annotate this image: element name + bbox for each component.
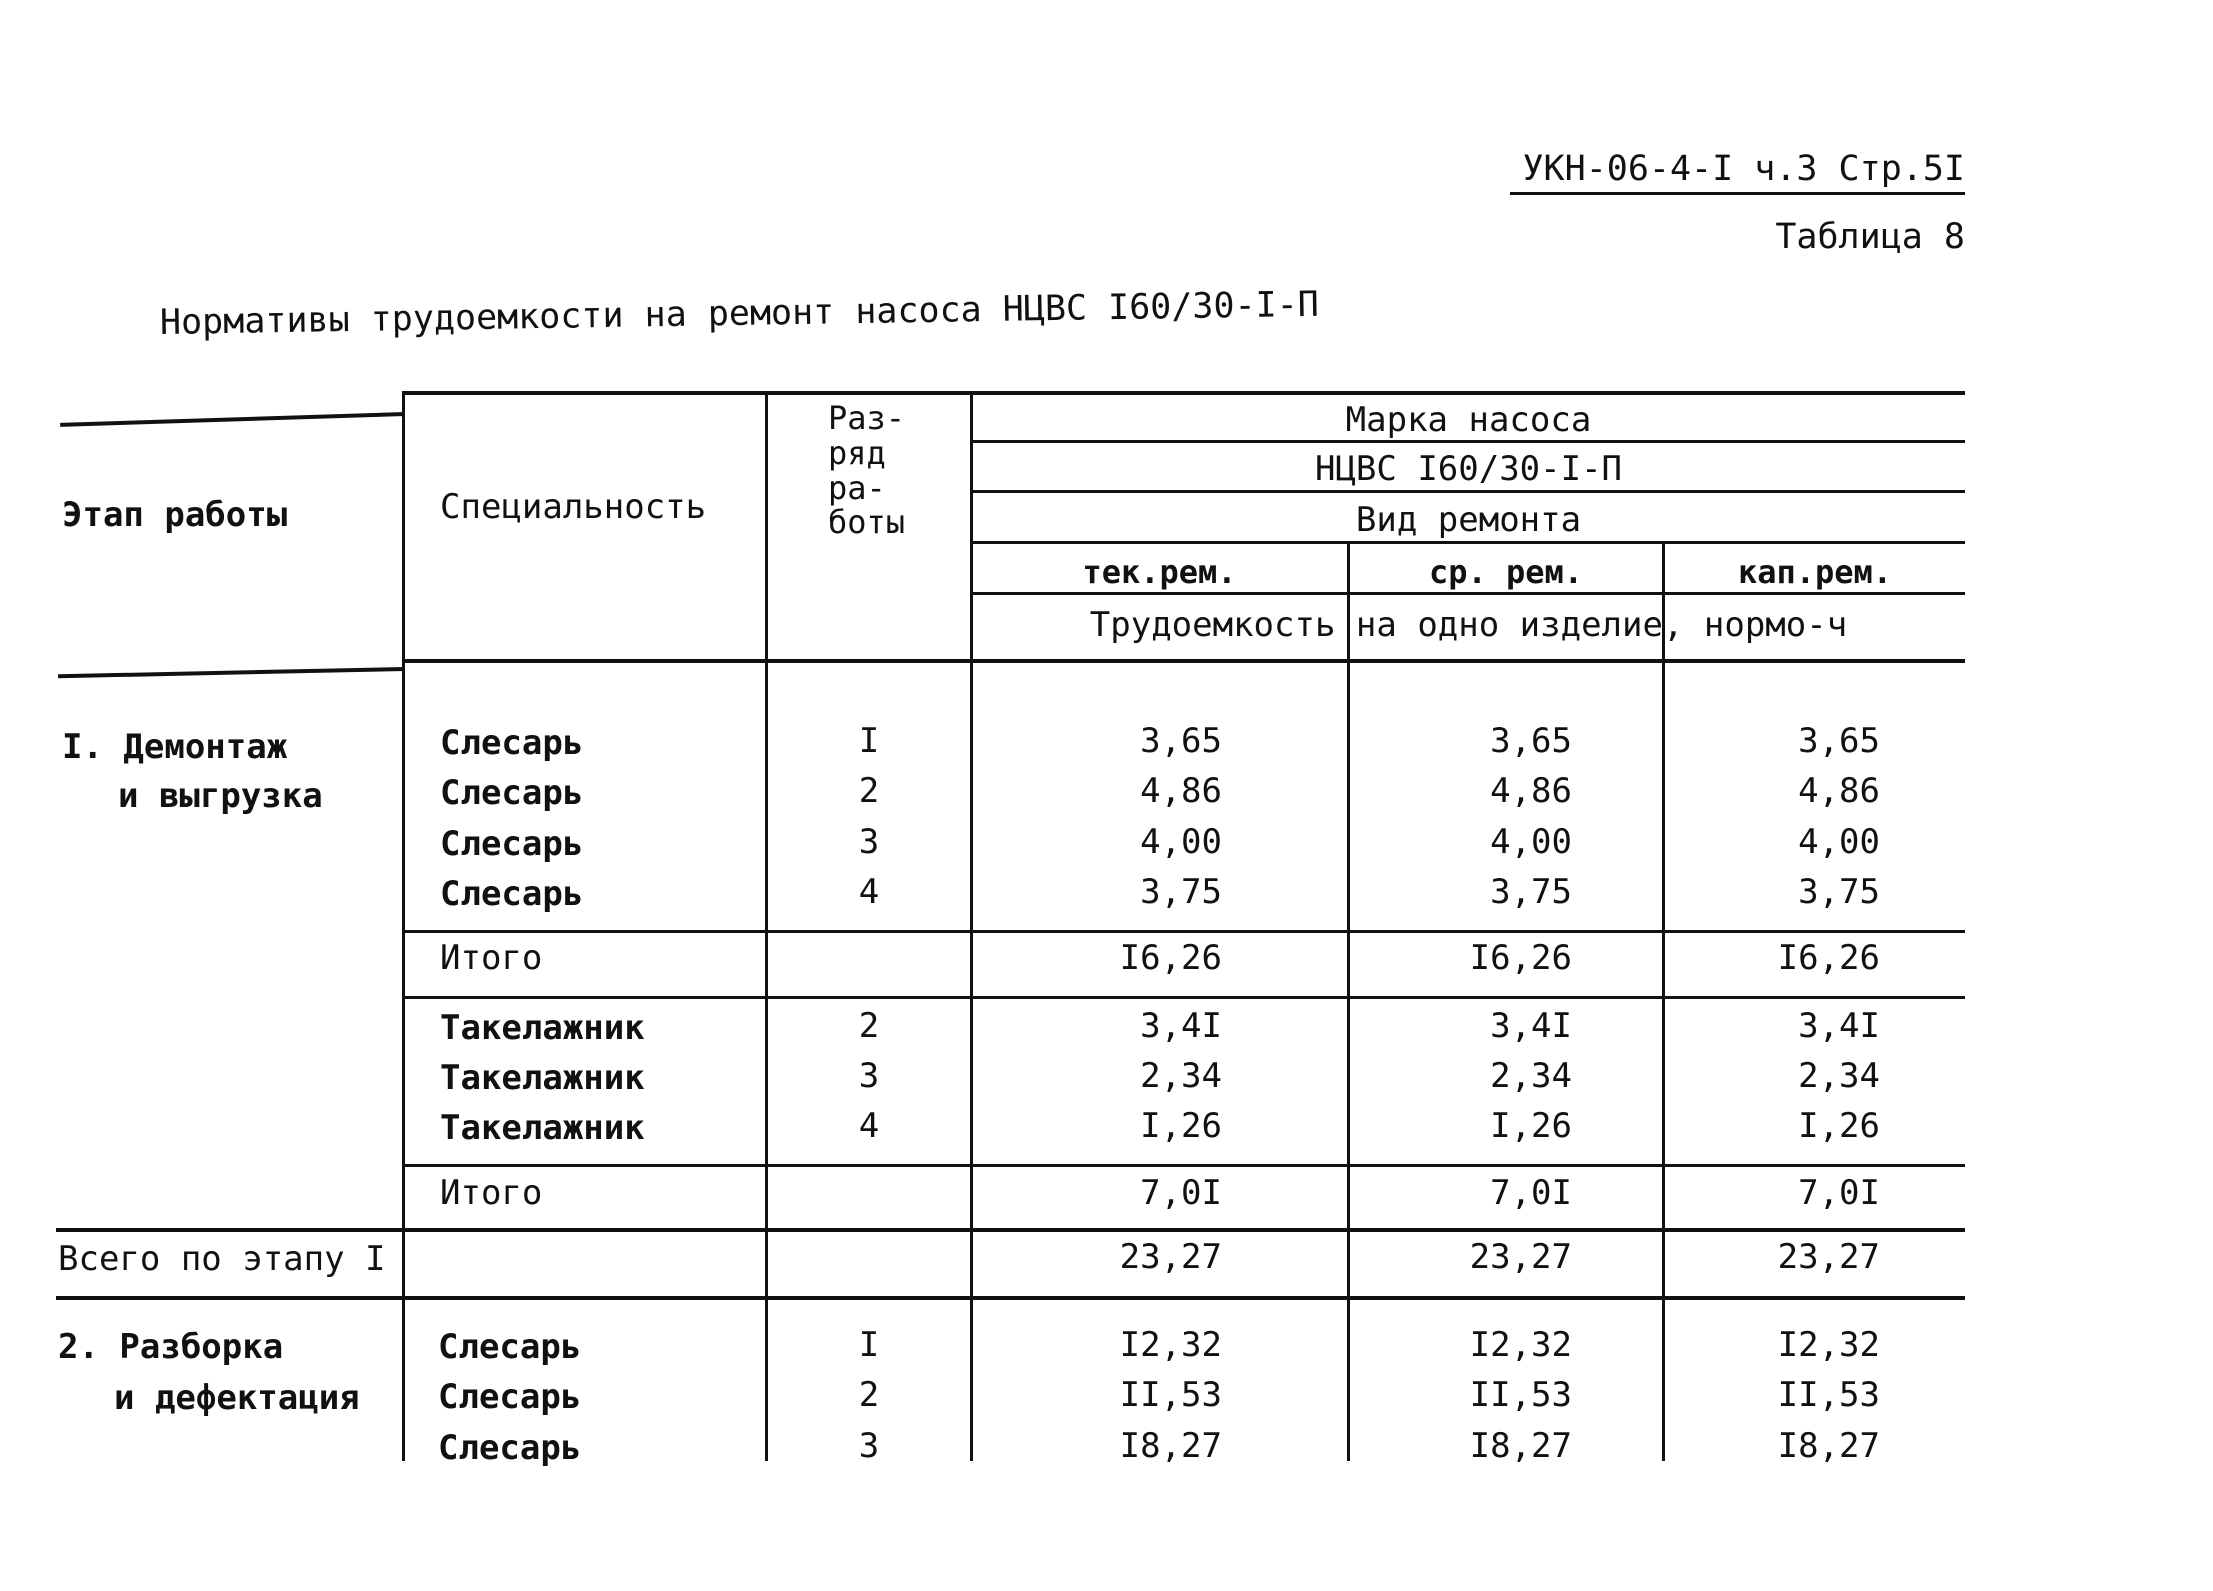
value-kap: 3,4I: [1798, 1006, 1880, 1046]
header-specialty: Специальность: [440, 487, 707, 527]
stage-total-label: Всего по этапу I: [58, 1239, 386, 1279]
value-tek: I2,32: [1119, 1325, 1222, 1365]
grade-cell: 2: [858, 771, 880, 811]
value-kap: 3,75: [1798, 872, 1880, 912]
header-grade-line: боты: [828, 503, 906, 541]
value-tek: 4,00: [1140, 822, 1222, 862]
specialty-cell: Слесарь: [440, 824, 584, 864]
specialty-cell: Слесарь: [438, 1327, 582, 1367]
value-sr: 2,34: [1490, 1056, 1572, 1096]
table-top-rule: [405, 391, 1965, 395]
grade-cell: 3: [858, 1426, 880, 1466]
subtotal1-rule: [405, 930, 1965, 933]
value-tek: 23,27: [1119, 1237, 1222, 1277]
header-stage: Этап работы: [62, 495, 288, 535]
grade-cell: I: [858, 1325, 880, 1365]
specialty-cell: Такелажник: [440, 1058, 645, 1098]
repair-type-rule: [972, 541, 1965, 544]
grade-cell: I: [858, 721, 880, 761]
stage1-label-line2: и выгрузка: [118, 776, 323, 816]
value-sr: I2,32: [1469, 1325, 1572, 1365]
value-tek: 4,86: [1140, 771, 1222, 811]
repair-cols-rule: [972, 592, 1965, 595]
specialty-cell: Слесарь: [440, 874, 584, 914]
value-sr: 3,65: [1490, 721, 1572, 761]
header-unit: Трудоемкость на одно изделие, нормо-ч: [1089, 605, 1848, 645]
value-kap: 23,27: [1777, 1237, 1880, 1277]
value-tek: 3,4I: [1140, 1006, 1222, 1046]
value-sr: 4,86: [1490, 771, 1572, 811]
value-tek: I8,27: [1119, 1426, 1222, 1466]
col-divider-stage: [402, 391, 405, 1461]
value-tek: 2,34: [1140, 1056, 1222, 1096]
value-kap: 4,86: [1798, 771, 1880, 811]
stage-header-top-rule: [60, 412, 405, 427]
grade-cell: 2: [858, 1006, 880, 1046]
value-kap: 3,65: [1798, 721, 1880, 761]
specialty-cell: Слесарь: [440, 773, 584, 813]
model-rule: [972, 490, 1965, 493]
value-tek: 3,65: [1140, 721, 1222, 761]
stage2-label-line1: 2. Разборка: [58, 1327, 284, 1367]
value-sr: 23,27: [1469, 1237, 1572, 1277]
col-divider-specialty: [765, 391, 768, 1461]
grade-cell: 4: [858, 872, 880, 912]
value-tek: I,26: [1140, 1106, 1222, 1146]
stage1-label-line1: I. Демонтаж: [62, 727, 288, 767]
stage-header-bottom-rule: [58, 667, 405, 678]
value-tek: 7,0I: [1140, 1173, 1222, 1213]
value-sr: I6,26: [1469, 938, 1572, 978]
stage2-label-line2: и дефектация: [114, 1378, 360, 1418]
col-divider-tek: [1347, 543, 1350, 1461]
group2-rule: [405, 996, 1965, 999]
specialty-cell: Слесарь: [440, 723, 584, 763]
document-reference: УКН-06-4-I ч.3 Стр.5I: [1522, 149, 1965, 189]
value-sr: 3,4I: [1490, 1006, 1572, 1046]
value-sr: I,26: [1490, 1106, 1572, 1146]
specialty-cell: Слесарь: [438, 1377, 582, 1417]
header-grade-line: ра-: [828, 469, 886, 507]
header-bottom-rule: [405, 659, 1965, 663]
grade-cell: 2: [858, 1375, 880, 1415]
grade-cell: 3: [858, 1056, 880, 1096]
value-sr: 3,75: [1490, 872, 1572, 912]
value-kap: I6,26: [1777, 938, 1880, 978]
grade-cell: 4: [858, 1106, 880, 1146]
reference-underline: [1510, 192, 1965, 195]
col-divider-grade: [970, 391, 973, 1461]
value-kap: 4,00: [1798, 822, 1880, 862]
table-label: Таблица 8: [1775, 217, 1965, 257]
specialty-cell: Слесарь: [438, 1428, 582, 1468]
value-tek: I6,26: [1119, 938, 1222, 978]
value-kap: II,53: [1777, 1375, 1880, 1415]
header-pump-brand: Марка насоса: [1345, 400, 1592, 440]
value-kap: I8,27: [1777, 1426, 1880, 1466]
brand-rule: [972, 440, 1965, 443]
value-sr: 4,00: [1490, 822, 1572, 862]
value-sr: I8,27: [1469, 1426, 1572, 1466]
header-col-kap: кап.рем.: [1737, 553, 1893, 591]
header-pump-model: НЦВС I60/30-I-П: [1314, 449, 1623, 489]
specialty-cell: Такелажник: [440, 1008, 645, 1048]
value-sr: II,53: [1469, 1375, 1572, 1415]
header-col-sr: ср. рем.: [1428, 553, 1584, 591]
value-kap: 2,34: [1798, 1056, 1880, 1096]
value-sr: 7,0I: [1490, 1173, 1572, 1213]
subtotal-label: Итого: [440, 1173, 543, 1213]
subtotal-label: Итого: [440, 938, 543, 978]
header-grade-line: ряд: [828, 434, 886, 472]
grade-cell: 3: [858, 822, 880, 862]
value-tek: 3,75: [1140, 872, 1222, 912]
header-grade-line: Раз-: [828, 399, 906, 437]
specialty-cell: Такелажник: [440, 1108, 645, 1148]
subtotal2-rule: [405, 1164, 1965, 1167]
value-kap: I,26: [1798, 1106, 1880, 1146]
header-repair-type: Вид ремонта: [1355, 500, 1582, 540]
header-col-tek: тек.рем.: [1082, 553, 1237, 591]
table-title: Нормативы трудоемкости на ремонт насоса НЦВС I60/30-I-П: [159, 284, 1320, 343]
value-kap: I2,32: [1777, 1325, 1880, 1365]
total-top-rule: [56, 1228, 1965, 1232]
value-tek: II,53: [1119, 1375, 1222, 1415]
col-divider-sr: [1662, 543, 1665, 1461]
total-bottom-rule: [56, 1296, 1965, 1300]
value-kap: 7,0I: [1798, 1173, 1880, 1213]
